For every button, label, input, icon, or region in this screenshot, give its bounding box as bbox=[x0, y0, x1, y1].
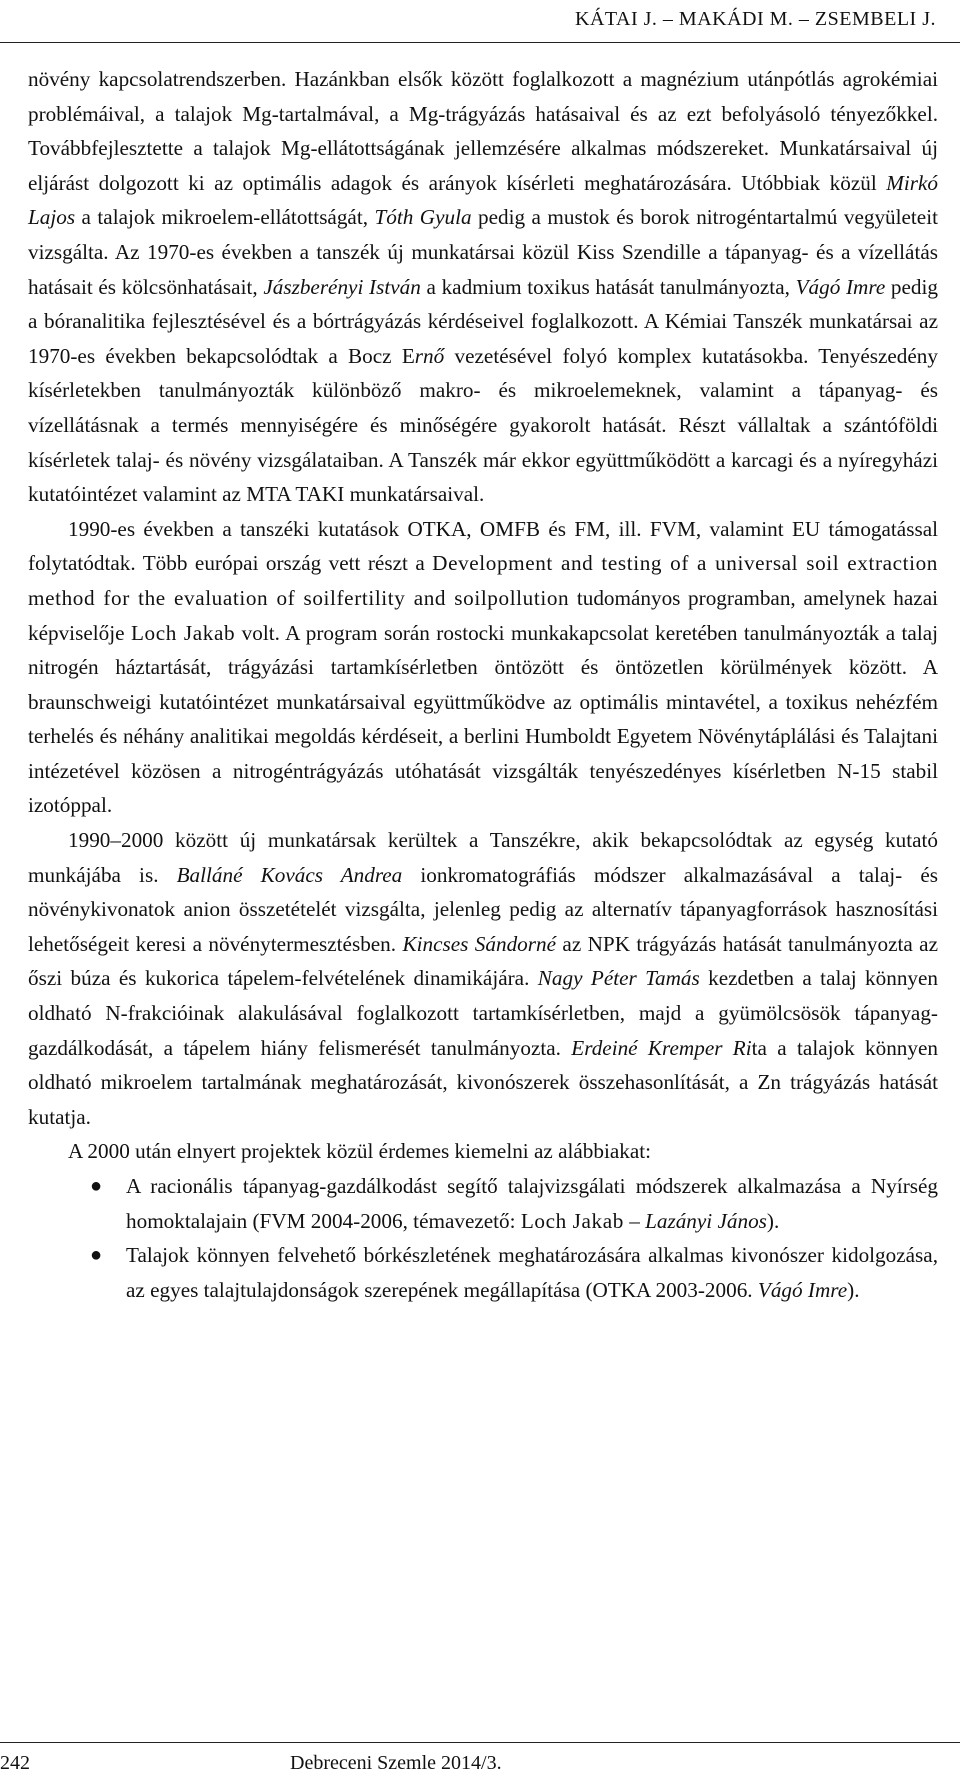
journal-reference: Debreceni Szemle 2014/3. bbox=[290, 1752, 502, 1774]
running-header: KÁTAI J. – MAKÁDI M. – ZSEMBELI J. bbox=[575, 8, 936, 30]
person-name: Mirkó Lajos bbox=[28, 170, 938, 230]
list-item: ● Talajok könnyen felvehető bórkészletének meghatározására alkalmas kivonószer kidolgozása, az egyes talajtulajdonságok szerepének megállapítása (OTKA 2003-2006. Vágó Imre). bbox=[28, 1238, 938, 1307]
person-name: Erdeiné Kremper Ri bbox=[571, 1035, 752, 1060]
person-name: Lazányi János bbox=[645, 1208, 767, 1233]
page-number: 242 bbox=[0, 1752, 30, 1774]
footer-rule bbox=[0, 1742, 960, 1743]
paragraph-1: növény kapcsolatrendszerben. Hazánkban elsők között foglalkozott a magnézium utánpótlás agrokémiai problémáival, a talajok Mg-tartalmával, a Mg-trágyázás hatásaival és az ezt befolyásoló tényezőkkel. Továbbfejlesztette a talajok Mg-ellátottságának jellemzésére alkalmas módszereket. Munkatársaival új eljárást dolgozott ki az optimális adagok és arányok kísérleti meghatározására. Utóbbiak közül Mirkó Lajos a talajok mikroelem-ellátottságát, Tóth Gyula pedig a mustok és borok nitrogéntartalmú vegyületeit vizsgálta. Az 1970-es években a tanszék új munkatársai közül Kiss Szendille a tápanyag- és a vízellátás hatásait és kölcsönhatásait, Jászberényi István a kadmium toxikus hatását tanulmányozta, Vágó Imre pedig a bóranalitika fejlesztésével és a bórtrágyázás kérdéseivel foglalkozott. A Kémiai Tanszék munkatársai az 1970-es években bekapcsolódtak a Bocz Ernő vezetésével folyó komplex kutatásokba. Tenyészedény kísérletekben tanulmányozták különböző makro- és mikroelemeknek, valamint a tápanyag- és vízellátásnak a termés mennyiségére és minőségére gyakorolt hatását. Részt vállaltak a szántóföldi kísérletek talaj- és növény vizsgálataiban. A Tanszék már ekkor együttműködött a karcagi és a nyíregyházi kutatóintézet valamint az MTA TAKI munkatársaival. bbox=[28, 67, 938, 507]
person-name-fragment: rnő bbox=[414, 343, 445, 368]
list-item: ● A racionális tápanyag-gazdálkodást segítő talajvizsgálati módszerek alkalmazása a Nyírség homoktalajain (FVM 2004-2006, témavezető: Loch Jakab – Lazányi János). bbox=[28, 1169, 938, 1238]
header-rule bbox=[0, 42, 960, 43]
project-list bbox=[28, 1169, 938, 1307]
paragraph-4: A 2000 után elnyert projektek közül érdemes kiemelni az alábbiakat: bbox=[68, 1139, 652, 1164]
project-title: Development and testing of a universal soil extraction method for the evaluation of soilfertility and soilpollution bbox=[28, 551, 938, 610]
person-name: Loch Jakab bbox=[130, 620, 236, 645]
article-body bbox=[28, 62, 938, 1307]
paragraph-3: 1990–2000 között új munkatársak kerültek a Tanszékre, akik bekapcsolódtak az egység kutató munkájába is. Balláné Kovács Andrea ionkromatográfiás módszer alkalmazásával a talaj- és növénykivonatok anion összetételét vizsgálta, jelenleg pedig az alternatív tápanyagforrások hasznosítási lehetőségeit keresi a növénytermesztésben. Kincses Sándorné az NPK trágyázás hatását tanulmányozta az őszi búza és kukorica tápelem-felvételének dinamikájára. Nagy Péter Tamás kezdetben a talaj könnyen oldható N-frakcióinak alakulásával foglalkozott tartamkísérletben, majd a gyümölcsösök tápanyag-gazdálkodását, a tápelem hiány felismerését tanulmányozta. Erdeiné Kremper Rita a talajok könnyen oldható mikroelem tartalmának meghatározását, kivonószerek összehasonlítását, a Zn trágyázás hatását kutatja. bbox=[28, 828, 939, 1129]
person-name: Jászberényi István bbox=[263, 274, 421, 299]
paragraph-2: 1990-es években a tanszéki kutatások OTKA, OMFB és FM, ill. FVM, valamint EU támogatással folytatódtak. Több európai ország vett részt a Development and testing of a universal soil extraction method for the evaluation of soilfertility and soilpollution tudományos programban, amelynek hazai képviselője Loch Jakab volt. A program során rostocki munkakapcsolat keretében tanulmányozták a talaj nitrogén háztartását, trágyázási tartamkísérletben öntözött és öntözetlen körülmények között. A braunschweigi kutatóintézet munkatársaival együttműködve az optimális mintavétel, a toxikus nehézfém terhelés és néhány analitikai megoldás kérdéseit, a berlini Humboldt Egyetem Növénytáplálási és Talajtani intézetével közösen a nitrogéntrágyázás utóhatását vizsgálták tenyészedényes kísérletben N-15 stabil izotóppal. bbox=[28, 516, 939, 818]
person-name: Nagy Péter Tamás bbox=[537, 966, 700, 991]
person-name: Tóth Gyula bbox=[374, 205, 472, 230]
person-name: Balláné Kovács Andrea bbox=[176, 862, 403, 887]
person-name: Vágó Imre bbox=[757, 1277, 848, 1302]
bullet-icon: ● bbox=[90, 1175, 103, 1197]
bullet-icon: ● bbox=[90, 1244, 103, 1267]
person-name: Kincses Sándorné bbox=[402, 931, 557, 956]
person-name: Vágó Imre bbox=[795, 274, 886, 299]
person-name: Loch Jakab bbox=[520, 1208, 624, 1233]
